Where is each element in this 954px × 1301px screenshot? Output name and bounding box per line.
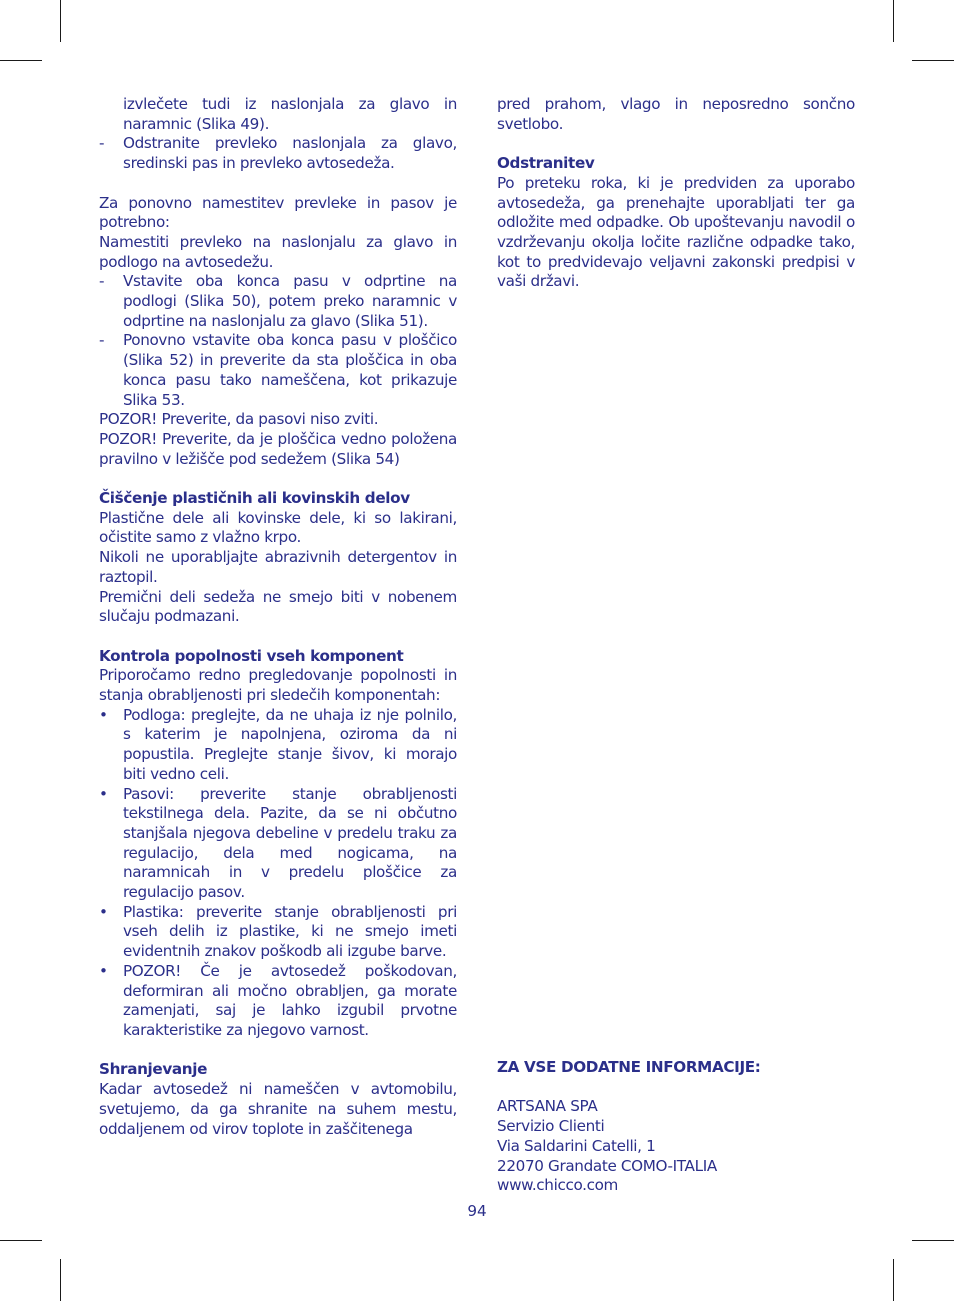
contact-website: www.chicco.com [497, 1176, 618, 1195]
list-item-insert-belts [99, 272, 457, 331]
bullet-marker: • [99, 902, 108, 921]
page-number: 94 [467, 1202, 487, 1220]
bullet-item-cushion [99, 706, 457, 785]
crop-mark-top-right-v [893, 0, 894, 42]
bullet-marker: • [99, 784, 108, 803]
dash-marker: - [99, 134, 105, 153]
left-column [99, 95, 457, 1139]
dash-marker: - [99, 331, 105, 350]
list-item-text: Ponovno vstavite oba konca pasu v ploščico (Slika 52) in preverite da sta ploščica in oba konca pasu tako nameščena, kot prikazuje Slika 53. [123, 331, 457, 409]
crop-mark-top-left-h [0, 60, 42, 61]
crop-mark-bottom-left-h [0, 1240, 42, 1241]
contact-city: 22070 Grandate COMO-ITALIA [497, 1156, 717, 1175]
contact-company: ARTSANA SPA [497, 1097, 598, 1116]
bullet-item-text: Plastika: preverite stanje obrabljenosti pri vseh delih iz plastike, ki ne smejo imeti evidentnih znakov poškodb ali izgube barve. [123, 902, 457, 961]
crop-mark-bottom-left-v [60, 1259, 61, 1301]
crop-mark-bottom-right-v [893, 1259, 894, 1301]
bullet-item-text: Pasovi: preverite stanje obrabljenosti tekstilnega dela. Pazite, da se ni občutno stanjšala njegova debeline v predelu traku za regulacijo, dela med nogicama, na naramnicah in v predelu ploščice za regulacijo pasov. [123, 784, 457, 902]
right-column [497, 95, 855, 292]
heading-cleaning: Čiščenje plastičnih ali kovinskih delov [99, 489, 410, 508]
paragraph-storage-continued: pred prahom, vlago in neposredno sončno svetlobo. [497, 95, 855, 133]
list-item-text: Vstavite oba konca pasu v odprtine na podlogi (Slika 50), potem preko naramnic v odprtine na naslonjalu za glavo (Slika 51). [123, 272, 457, 330]
paragraph-storage: Kadar avtosedež ni nameščen v avtomobilu, svetujemo, da ga shranite na suhem mestu, oddaljenem od virov toplote in zaščitenega [99, 1080, 457, 1138]
list-item-text: Odstranite prevleko naslonjala za glavo, sredinski pas in prevleko avtosedeža. [123, 134, 457, 173]
bullet-marker: • [99, 705, 108, 724]
bullet-item-belts [99, 785, 457, 903]
contact-department: Servizio Clienti [497, 1117, 605, 1136]
paragraph-clean-3: Premični deli sedeža ne smejo biti v nobenem slučaju podmazani. [99, 587, 457, 626]
contact-info-block [497, 1058, 857, 1196]
crop-mark-bottom-right-h [912, 1240, 954, 1241]
bullet-item-damaged [99, 962, 457, 1041]
crop-mark-top-left-v [60, 0, 61, 42]
dash-marker: - [99, 272, 105, 291]
bullet-item-text: POZOR! Če je avtosedež poškodovan, deformiran ali močno obrabljen, ga morate zamenjati, saj je lahko izgubil prvotne karakteristike za njegovo varnost. [123, 961, 457, 1039]
continued-instruction: izvlečete tudi iz naslonjala za glavo in naramnic (Slika 49). [123, 95, 457, 133]
contact-heading: ZA VSE DODATNE INFORMACIJE: [497, 1058, 761, 1076]
list-item-remove-covers [99, 134, 457, 173]
crop-mark-top-right-h [912, 60, 954, 61]
bullet-item-plastic [99, 903, 457, 962]
warning-plate-position: POZOR! Preverite, da je ploščica vedno položena pravilno v ležišče pod sedežem (Slika 54) [99, 429, 457, 468]
paragraph-disposal: Po preteku roka, ki je predviden za uporabo avtosedeža, ga prenehajte uporabljati ter ga odložite med odpadke. Ob upoštevanju navodil o vzdrževanju okolja ločite različne odpadke tako, kot to predvidevajo veljavni zakonski predpisi v vaši državi. [497, 173, 855, 291]
bullet-marker: • [99, 961, 108, 980]
heading-component-check: Kontrola popolnosti vseh komponent [99, 646, 404, 665]
warning-twisted-belts: POZOR! Preverite, da pasovi niso zviti. [99, 410, 379, 429]
heading-disposal: Odstranitev [497, 154, 595, 173]
heading-storage: Shranjevanje [99, 1060, 208, 1079]
contact-street: Via Saldarini Catelli, 1 [497, 1136, 656, 1155]
paragraph-reinstall-intro: Za ponovno namestitev prevleke in pasov je potrebno: [99, 193, 457, 232]
paragraph-clean-2: Nikoli ne uporabljajte abrazivnih detergentov in raztopil. [99, 548, 457, 586]
paragraph-check-intro: Priporočamo redno pregledovanje popolnosti in stanja obrabljenosti pri sledečih komponentah: [99, 666, 457, 705]
paragraph-reinstall-cover: Namestiti prevleko na naslonjalu za glavo in podlogo na avtosedežu. [99, 232, 457, 271]
list-item-reinsert-plate [99, 331, 457, 410]
paragraph-clean-1: Plastične dele ali kovinske dele, ki so lakirani, očistite samo z vlažno krpo. [99, 508, 457, 547]
bullet-item-text: Podloga: preglejte, da ne uhaja iz nje polnilo, s katerim je napolnjena, oziroma da ni popustila. Preglejte stanje šivov, ki morajo biti vedno celi. [123, 705, 457, 783]
